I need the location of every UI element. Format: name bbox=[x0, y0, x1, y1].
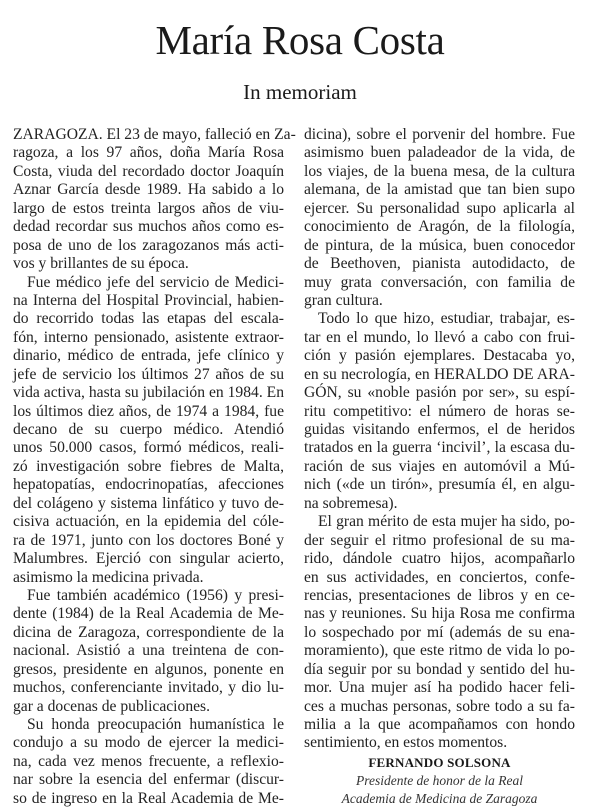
text-line: en sus actividades, en conciertos, confe- bbox=[304, 568, 575, 586]
text-line: condujo a su modo de ejercer la medici- bbox=[13, 734, 284, 752]
text-line: de pintura, de la música, buen conocedor bbox=[304, 236, 575, 254]
text-line: der seguir el ritmo profesional de su ma- bbox=[304, 531, 575, 549]
text-line: vida activa, hasta su jubilación en 1984. En bbox=[13, 384, 284, 402]
text-line: los viajes, de la buena mesa, de la cultura bbox=[304, 162, 575, 180]
text-line: ra de 1971, junto con los doctores Boné y bbox=[13, 531, 284, 549]
text-line: en su necrología, en HERALDO DE ARA- bbox=[304, 365, 575, 383]
text-line: rencias, presentaciones de libros y en ce- bbox=[304, 586, 575, 604]
article-subtitle: In memoriam bbox=[243, 80, 357, 104]
text-line: decano de su cuerpo médico. Atendió bbox=[13, 421, 284, 438]
text-line: El gran mérito de esta mujer ha sido, po- bbox=[318, 513, 575, 531]
text-line: ción y pasión ejemplares. Destacaba yo, bbox=[304, 347, 575, 365]
text-line: mor. Una mujer así ha podido hacer feli- bbox=[304, 679, 575, 697]
text-line: nas y reuniones. Su hija Rosa me confirma bbox=[304, 605, 575, 623]
text-line: lo sospechado por mí (además de su ena- bbox=[304, 623, 575, 641]
article-column-left bbox=[13, 126, 296, 808]
text-line: ragoza, a los 97 años, doña María Rosa bbox=[13, 144, 284, 162]
text-line: jefe de servicio los últimos 27 años de su bbox=[13, 365, 284, 383]
text-line: ZARAGOZA. El 23 de mayo, falleció en Za- bbox=[13, 126, 296, 143]
text-line: ejercer. Su personalidad supo aplicarla al bbox=[304, 199, 575, 217]
text-line: dedad recordar sus muchos años como es- bbox=[13, 218, 284, 236]
text-line: na Interna del Hospital Provincial, habien- bbox=[13, 291, 284, 309]
text-line: dicina), sobre el porvenir del hombre. Fue bbox=[304, 126, 575, 143]
text-line: vos y brillantes de su época. bbox=[13, 255, 189, 273]
text-line: dinario, médico de entrada, jefe clínico y bbox=[13, 347, 284, 365]
text-line: sentimiento, en estos momentos. bbox=[304, 734, 508, 752]
text-line: gar a docenas de publicaciones. bbox=[13, 697, 211, 715]
text-line: Su honda preocupación humanística le bbox=[27, 716, 284, 733]
text-line: ces a muchas personas, sobre todo a su fa- bbox=[304, 697, 575, 715]
text-line: muy grata conversación, con familia de bbox=[304, 273, 575, 291]
article-column-right bbox=[304, 126, 575, 808]
text-line: nich («de un tirón», presumía él, en algu- bbox=[304, 476, 575, 494]
text-line: fón, interno pensionado, asistente extraor- bbox=[13, 328, 284, 346]
text-line: alemana, de la amistad que tan bien supo bbox=[304, 181, 575, 199]
text-line: Todo lo que hizo, estudiar, trabajar, es- bbox=[318, 310, 575, 328]
text-line: ritu competitivo: el número de horas se- bbox=[304, 402, 575, 420]
text-line: unos 50.000 casos, formó médicos, reali- bbox=[13, 439, 284, 457]
text-line: asimismo la medicina privada. bbox=[13, 568, 204, 586]
text-line: muchos, conferenciante invitado, y dio lu- bbox=[13, 679, 284, 697]
text-line: rido, dándole cuatro hijos, acompañarlo bbox=[304, 550, 575, 568]
text-line: Fue médico jefe del servicio de Medici- bbox=[27, 273, 284, 291]
text-line: de Beethoven, pianista autodidacto, de bbox=[304, 255, 575, 273]
text-line: na, cada vez menos frecuente, a reflexio- bbox=[13, 752, 284, 770]
text-line: gran cultura. bbox=[304, 291, 383, 309]
text-line: posa de uno de los zaragozanos más acti- bbox=[13, 236, 284, 254]
text-line: asimismo buen paladeador de la vida, de bbox=[304, 144, 575, 162]
text-line: Malumbres. Ejerció con singular acierto, bbox=[13, 550, 284, 568]
article-title: María Rosa Costa bbox=[155, 17, 445, 63]
author-signature bbox=[304, 754, 575, 808]
text-line: Costa, viuda del recordado doctor Joaquín bbox=[13, 162, 284, 180]
text-line: guidas visitando enfermos, el de heridos bbox=[304, 421, 575, 438]
text-line: dicina de Zaragoza, correspondiente de la bbox=[13, 623, 284, 641]
text-line: tratados en la guerra ‘incivil’, la escasa du- bbox=[304, 439, 575, 457]
author-role-line-2: Academia de Medicina de Zaragoza bbox=[341, 790, 538, 806]
text-line: gresos, presidente en algunos, ponente en bbox=[13, 660, 284, 678]
text-line: na sobremesa). bbox=[304, 494, 398, 512]
text-line: del colágeno y sistema linfático y tuvo de- bbox=[13, 494, 284, 512]
author-name: FERNANDO SOLSONA bbox=[368, 754, 511, 770]
text-line: día seguir por su bondad y sentido del hu- bbox=[304, 660, 575, 678]
text-line: GÓN, su «noble pasión por ser», su espí- bbox=[304, 384, 575, 402]
text-line: hepatopatías, endocrinopatías, afecciones bbox=[13, 476, 284, 494]
text-line: do recorrido todas las etapas del escala- bbox=[13, 310, 284, 328]
text-line: moramiento), que este ritmo de vida lo po- bbox=[304, 642, 575, 660]
text-line: dente (1984) de la Real Academia de Me- bbox=[13, 605, 284, 623]
column-right-lines bbox=[304, 126, 575, 753]
text-line: tar en el mundo, lo llevó a cabo con frui- bbox=[304, 328, 575, 346]
author-role-line-1: Presidente de honor de la Real bbox=[355, 772, 524, 788]
text-line: nar sobre la esencia del enfermar (discur- bbox=[13, 771, 284, 789]
text-line: Aznar García desde 1989. Ha sabido a lo bbox=[13, 181, 284, 199]
text-line: milia a la que acompañamos con hondo bbox=[304, 716, 575, 733]
text-line: los últimos diez años, de 1974 a 1984, fue bbox=[13, 402, 284, 420]
text-line: so de ingreso en la Real Academia de Me- bbox=[13, 789, 284, 807]
text-line: zó investigación sobre fiebres de Malta, bbox=[13, 457, 284, 475]
text-line: largo de estos treinta largos años de viu- bbox=[13, 199, 284, 217]
text-line: cisiva actuación, en la epidemia del cóle- bbox=[13, 513, 284, 531]
text-line: conocimiento de Aragón, de la filología, bbox=[304, 218, 575, 236]
text-line: Fue también académico (1956) y presi- bbox=[27, 586, 284, 604]
text-line: ración de sus viajes en automóvil a Mú- bbox=[304, 457, 575, 475]
text-line: nacional. Asistió a una treintena de con- bbox=[13, 642, 284, 660]
